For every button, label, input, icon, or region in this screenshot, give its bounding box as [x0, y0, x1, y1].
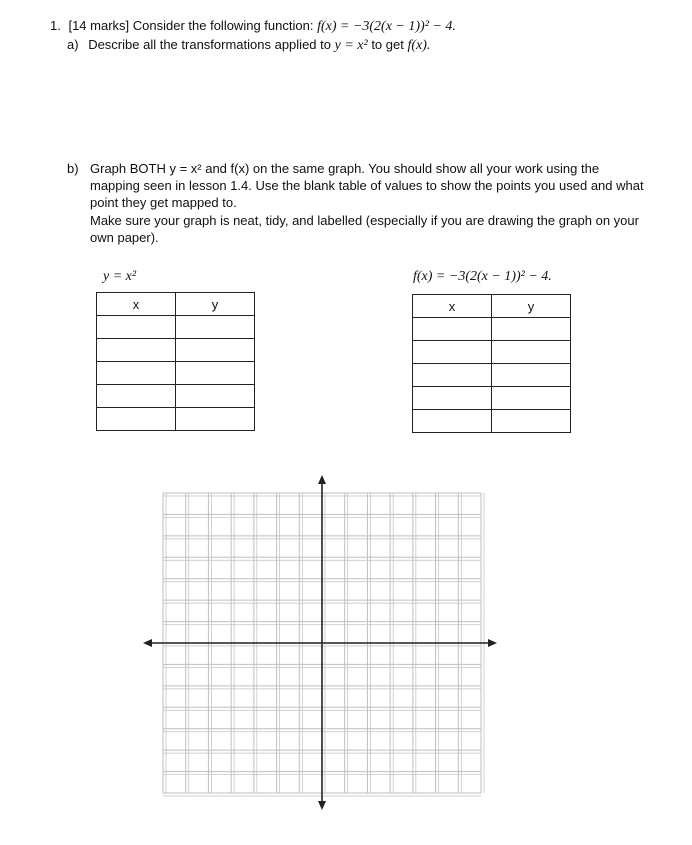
part-b-line-2: mapping seen in lesson 1.4. Use the blank table of values to show the points you used and what [90, 178, 644, 193]
y-axis-down-arrow-icon [318, 801, 326, 810]
right-table-title: f(x) = −3(2(x − 1))² − 4. [413, 269, 552, 284]
part-a-tail: to get [371, 37, 404, 52]
question-number: 1. [50, 18, 61, 33]
x-axis-right-arrow-icon [488, 639, 497, 647]
part-a-equation: y = x² [334, 38, 368, 53]
part-b-line-3: point they get mapped to. [90, 195, 237, 210]
part-b-label: b) [67, 161, 79, 176]
col-y-header: y [492, 295, 571, 318]
y-axis-up-arrow-icon [318, 475, 326, 484]
left-table-title: y = x² [103, 269, 137, 284]
axes [143, 475, 497, 810]
function-expression: f(x) = −3(2(x − 1))² − 4. [317, 19, 456, 34]
x-axis-left-arrow-icon [143, 639, 152, 647]
part-b-line-5: own paper). [90, 230, 159, 245]
part-b-line-4: Make sure your graph is neat, tidy, and labelled (especially if you are drawing the graph on your [90, 213, 639, 228]
col-y-header: y [176, 293, 255, 316]
col-x-header: x [97, 293, 176, 316]
part-a-fx: f(x). [407, 38, 431, 53]
part-a-text: Describe all the transformations applied to [88, 37, 331, 52]
col-x-header: x [413, 295, 492, 318]
part-a-label: a) [67, 37, 79, 52]
question-intro: [14 marks] Consider the following function: [68, 18, 314, 33]
part-b-line-1: Graph BOTH y = x² and f(x) on the same graph. You should show all your work using the [90, 161, 600, 176]
grid-lines [163, 493, 484, 796]
